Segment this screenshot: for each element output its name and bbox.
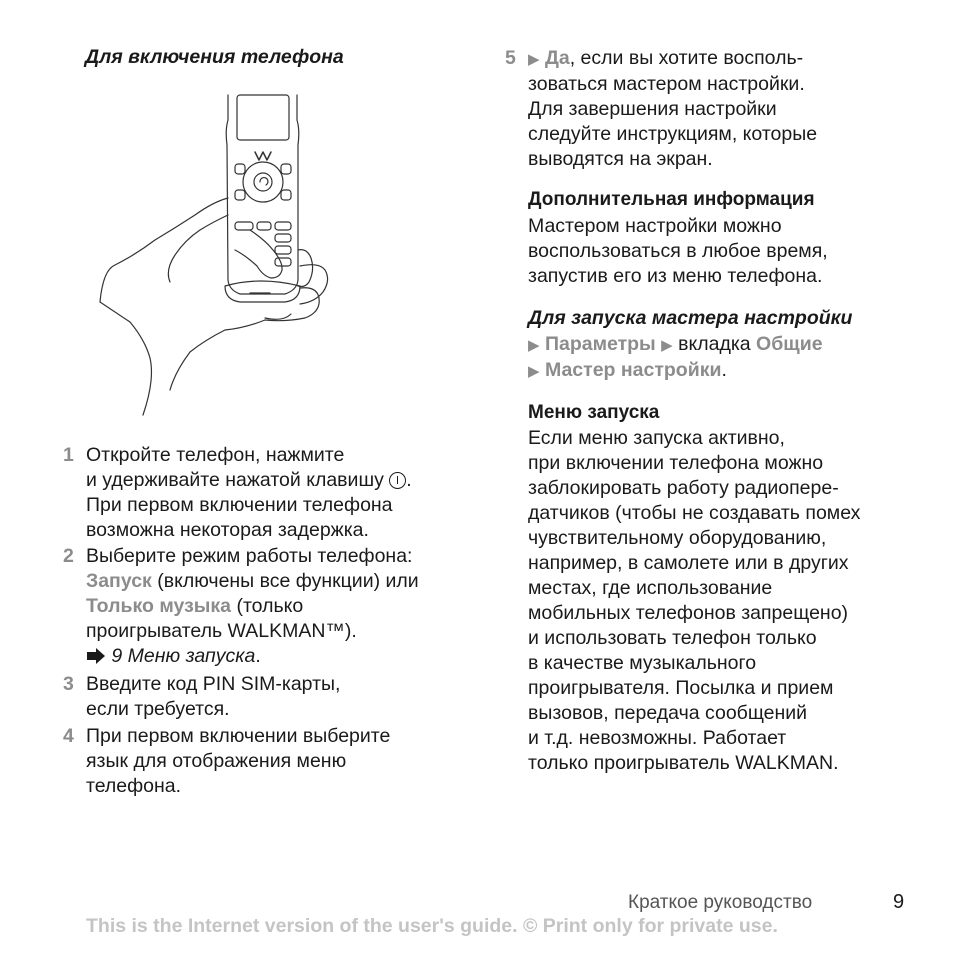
step-text: выводятся на экран. (528, 148, 713, 170)
menu-item-setup-wizard: Мастер настройки (544, 359, 722, 381)
menu-arrow-icon: ▶ (528, 363, 540, 380)
phone-in-hand-illustration (95, 90, 335, 420)
step-text-with-icon: и удерживайте нажатой клавишу . (86, 469, 412, 491)
subheading-start-wizard: Для запуска мастера настройки (528, 307, 853, 329)
more-info-text: Мастером настройки можно воспользоваться в любое время, запустив его из меню телефона. (528, 215, 828, 287)
step-text: При первом включении телефона (86, 494, 393, 516)
reference-arrow-icon (86, 648, 106, 664)
page-number: 9 (893, 891, 905, 913)
step-text: язык для отображения меню (86, 750, 347, 772)
subheading-more-info: Дополнительная информация (528, 189, 815, 210)
step-text: При первом включении выберите (86, 725, 391, 747)
section-heading-power-on: Для включения телефона (85, 46, 344, 68)
step-5 (505, 46, 818, 172)
step-number: 5 (505, 47, 516, 69)
step-4 (63, 724, 391, 799)
subheading-startup-menu: Меню запуска (528, 402, 660, 423)
step-text: Откройте телефон, нажмите (86, 444, 345, 466)
step-text: Выберите режим работы телефона: (86, 545, 413, 567)
menu-item-yes: Да (544, 47, 570, 69)
menu-item-general: Общие (756, 333, 823, 355)
step-text: возможна некоторая задержка. (86, 519, 369, 541)
step-text: если требуется. (86, 698, 230, 720)
step-text: Запуск (включены все функции) или (86, 570, 419, 592)
step-text: телефона. (86, 775, 182, 797)
step-text: следуйте инструкциям, которые (528, 123, 818, 145)
watermark: This is the Internet version of the user's guide. © Print only for private use. (86, 915, 778, 937)
menu-item-startup: Запуск (86, 570, 152, 592)
menu-arrow-icon: ▶ (661, 337, 673, 354)
cross-reference: 9 Меню запуска. (86, 644, 419, 669)
footer-section-title: Краткое руководство (628, 892, 813, 913)
step-3 (63, 672, 341, 722)
step-text: Для завершения настройки (528, 98, 777, 120)
menu-arrow-icon: ▶ (528, 51, 540, 68)
menu-arrow-icon: ▶ (528, 337, 540, 354)
step-1 (63, 443, 412, 543)
step-number: 1 (63, 444, 74, 466)
startup-menu-text: Если меню запуска активно, при включении телефона можно заблокировать работу радиопере- датчиков (чтобы не создавать помех чувствительному оборудованию, например, в самолете или в других местах, где использование мобильных телефонов запрещено) и использовать телефон только в качестве музыкального проигрывателя. Посылка и прием вызовов, передача сообщений и т.д. невозможны. Работает только проигрыватель WALKMAN. (528, 427, 861, 774)
step-number: 2 (63, 545, 74, 567)
power-key-icon (389, 472, 406, 489)
step-text: зоваться мастером настройки. (528, 73, 805, 95)
step-2 (63, 544, 419, 669)
step-number: 4 (63, 725, 74, 747)
step-number: 3 (63, 673, 74, 695)
step-text: ▶ Да, если вы хотите восполь- (528, 47, 804, 69)
step-text: Введите код PIN SIM-карты, (86, 673, 341, 695)
step-text: Только музыка (только (86, 595, 304, 617)
step-text: проигрыватель WALKMAN™). (86, 620, 357, 642)
menu-item-settings: Параметры (544, 333, 656, 355)
menu-item-music-only: Только музыка (86, 595, 232, 617)
wizard-menu-path: ▶ Параметры ▶ вкладка Общие ▶ Мастер настройки. (528, 333, 823, 381)
